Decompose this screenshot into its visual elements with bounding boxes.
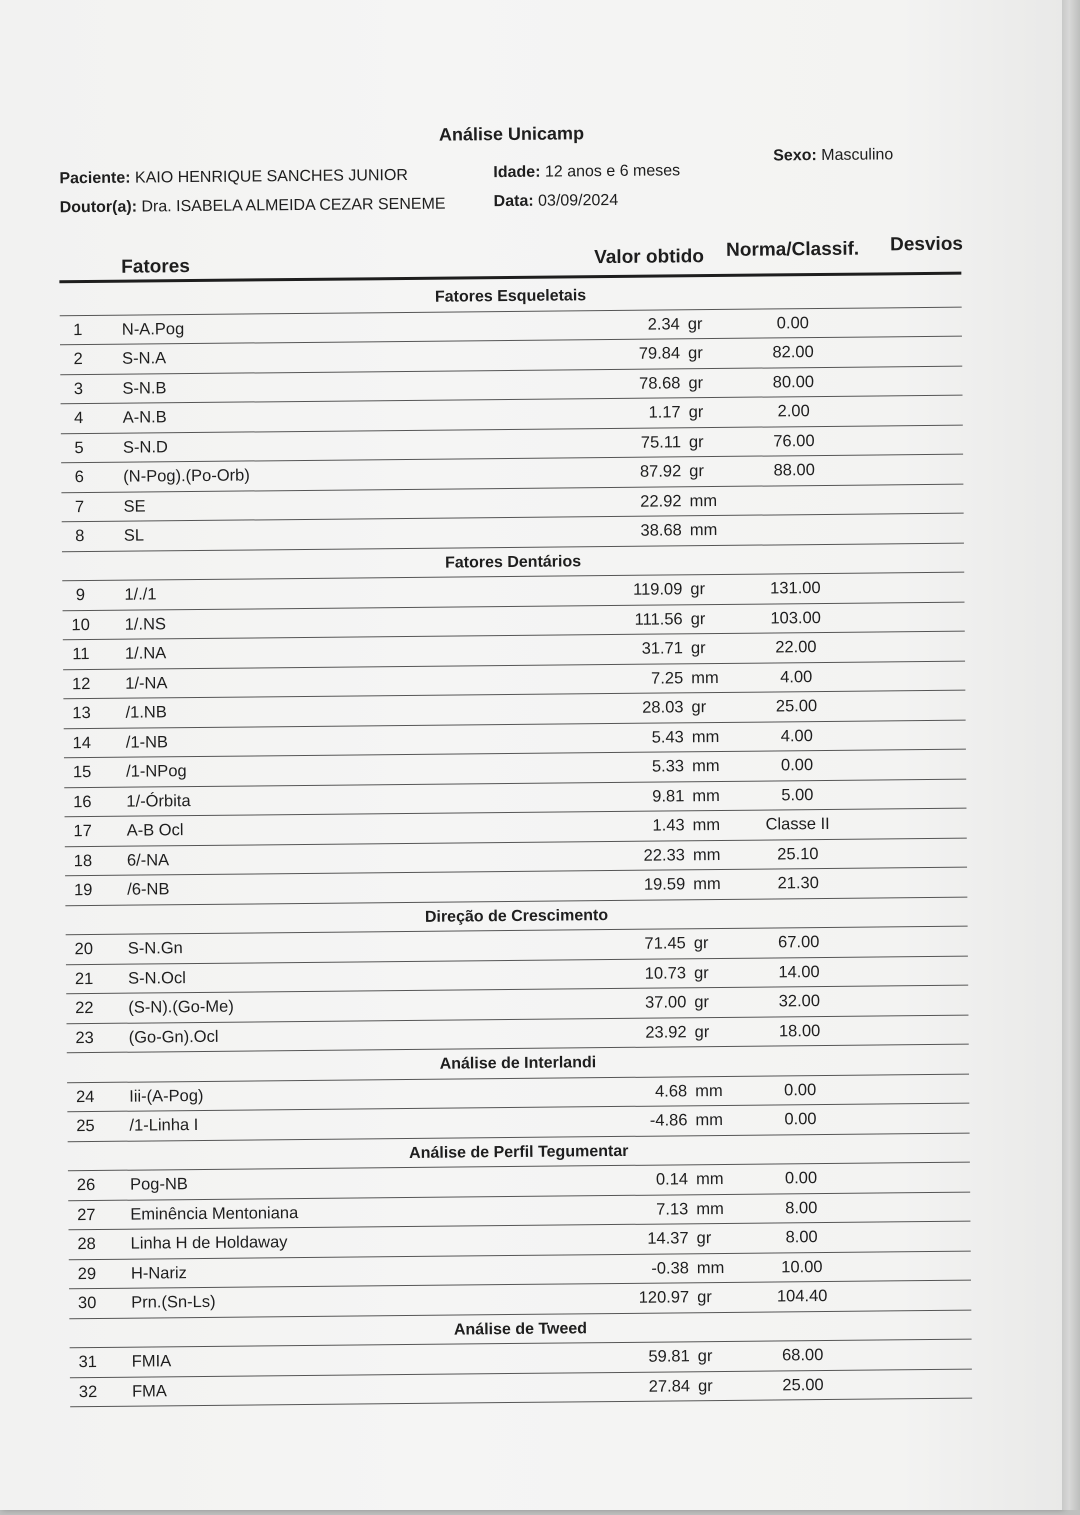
factor-name: S-N.D [122, 437, 168, 457]
obtained-value: 1.17 [648, 403, 681, 422]
row-number: 7 [74, 497, 85, 516]
factor-name: (Go-Gn).Ocl [128, 1027, 219, 1047]
value-unit: mm [693, 874, 721, 894]
norm-value: 104.40 [776, 1286, 828, 1306]
row-number: 20 [74, 940, 94, 959]
norm-value: 4.00 [780, 667, 813, 686]
row-number: 1 [73, 320, 83, 339]
section-header: Análise de Perfil Tegumentar [68, 1133, 970, 1171]
value-unit: gr [697, 1347, 713, 1366]
obtained-value: 120.97 [638, 1288, 690, 1307]
norm-value: 0.00 [780, 756, 814, 775]
factor-name: Eminência Mentoniana [130, 1203, 299, 1224]
date-line [494, 192, 619, 211]
value-unit: mm [691, 756, 720, 776]
patient-label: Paciente: [59, 169, 131, 188]
norm-value: 82.00 [772, 343, 814, 362]
obtained-value: 78.68 [639, 373, 681, 393]
value-unit: gr [688, 432, 704, 451]
norm-value: 5.00 [781, 785, 814, 804]
factor-name: /1.NB [125, 703, 167, 722]
section-header: Fatores Esqueletais [59, 278, 961, 316]
obtained-value: 5.33 [651, 757, 685, 776]
doctor-label: Doutor(a): [59, 198, 138, 217]
factor-name: S-N.A [122, 349, 167, 368]
obtained-value: 79.84 [638, 344, 681, 363]
date-value: 03/09/2024 [538, 191, 619, 210]
row-number: 5 [74, 438, 84, 457]
column-header-norma: Norma/Classif. [726, 238, 860, 261]
norm-value: 8.00 [785, 1198, 818, 1217]
row-number: 28 [77, 1234, 96, 1254]
norm-value: 67.00 [778, 933, 820, 952]
value-unit: gr [688, 373, 704, 392]
row-number: 6 [74, 468, 84, 487]
row-number: 19 [73, 881, 93, 900]
section-header: Análise de Interlandi [67, 1045, 969, 1083]
value-unit: gr [690, 580, 706, 599]
row-number: 25 [76, 1117, 95, 1136]
norm-value: 0.00 [784, 1110, 817, 1129]
norm-value: 0.00 [776, 313, 809, 332]
factor-name: Pog-NB [129, 1175, 188, 1194]
value-unit: gr [694, 993, 710, 1012]
obtained-value: 10.73 [644, 963, 687, 983]
value-unit: mm [691, 668, 719, 687]
factor-name: Linha H de Holdaway [130, 1233, 288, 1253]
section-header: Análise de Tweed [69, 1310, 971, 1348]
page-title: Análise Unicamp [438, 123, 585, 145]
obtained-value: 111.56 [634, 609, 683, 629]
factor-name: S-N.Ocl [127, 968, 186, 988]
column-header-fatores: Fatores [121, 256, 190, 278]
row-number: 18 [73, 851, 93, 870]
norm-value: 0.00 [784, 1080, 817, 1099]
age-label: Idade: [493, 163, 541, 182]
value-unit: gr [689, 462, 704, 481]
factor-name: /1-Linha I [129, 1116, 199, 1135]
value-unit: gr [693, 934, 709, 953]
obtained-value: 75.11 [640, 432, 682, 452]
value-unit: gr [688, 344, 703, 363]
norm-value: 25.10 [777, 844, 819, 863]
obtained-value: 7.25 [651, 668, 684, 688]
obtained-value: 4.68 [654, 1081, 688, 1101]
doctor-line [60, 196, 446, 218]
obtained-value: 14.37 [647, 1229, 689, 1248]
value-unit: mm [695, 1081, 723, 1100]
value-unit: gr [690, 639, 706, 658]
factor-name: /1-NPog [126, 762, 187, 781]
row-number: 31 [78, 1352, 98, 1372]
norm-value: 131.00 [770, 579, 821, 598]
obtained-value: 1.43 [652, 816, 685, 835]
norm-value: 25.00 [782, 1375, 824, 1394]
obtained-value: 27.84 [648, 1376, 691, 1396]
row-number: 27 [77, 1205, 96, 1224]
norm-value: 76.00 [773, 431, 815, 450]
row-number: 13 [72, 704, 91, 723]
factor-name: S-N.Gn [127, 939, 183, 958]
obtained-value: 87.92 [639, 462, 682, 481]
obtained-value: 37.00 [644, 993, 687, 1012]
obtained-value: 59.81 [648, 1347, 690, 1366]
factor-name: (S-N).(Go-Me) [128, 997, 234, 1017]
norm-value: 103.00 [770, 608, 821, 627]
value-unit: mm [691, 727, 720, 746]
value-unit: mm [695, 1110, 724, 1130]
norm-value: 18.00 [778, 1021, 821, 1040]
value-unit: gr [690, 609, 706, 628]
row-number: 12 [71, 674, 91, 693]
norm-value: 10.00 [781, 1257, 823, 1276]
factor-name: (N-Pog).(Po-Orb) [123, 466, 250, 486]
factor-name: 6/-NA [126, 850, 170, 870]
norm-value: 25.00 [775, 697, 818, 716]
obtained-value: 22.33 [643, 845, 686, 865]
value-unit: mm [696, 1258, 725, 1277]
section-header: Direção de Crescimento [65, 897, 967, 935]
value-unit: gr [693, 963, 709, 982]
norm-value: 80.00 [772, 372, 815, 391]
factor-name: 1/.NS [124, 614, 167, 634]
factor-name: Prn.(Sn-Ls) [131, 1292, 216, 1312]
row-number: 8 [75, 527, 85, 546]
age-line [493, 162, 680, 182]
obtained-value: 7.13 [656, 1199, 689, 1219]
row-number: 15 [72, 763, 92, 782]
column-header-desvios: Desvios [889, 233, 964, 256]
row-number: 30 [77, 1293, 97, 1313]
factor-name: /6-NB [127, 880, 170, 899]
row-number: 17 [73, 822, 92, 841]
column-header-valor: Valor obtido [594, 246, 705, 269]
norm-value: 4.00 [780, 726, 813, 745]
sex-value: Masculino [821, 146, 894, 164]
patient-line [59, 167, 408, 188]
value-unit: gr [694, 1022, 710, 1041]
value-unit: mm [692, 786, 720, 805]
norm-value: 88.00 [773, 461, 815, 480]
row-number: 23 [75, 1028, 94, 1047]
norm-value: Classe II [765, 814, 830, 834]
value-unit: gr [697, 1376, 713, 1395]
value-unit: mm [696, 1199, 724, 1218]
sex-line [773, 146, 893, 165]
obtained-value: 9.81 [652, 786, 685, 806]
factor-name: 1/.NA [124, 644, 167, 663]
obtained-value: 19.59 [643, 875, 686, 894]
obtained-value: 0.14 [655, 1170, 689, 1189]
value-unit: mm [692, 815, 721, 835]
row-number: 29 [77, 1264, 97, 1283]
row-number: 22 [75, 999, 94, 1018]
obtained-value: 2.34 [647, 314, 680, 334]
row-number: 10 [71, 615, 90, 634]
factor-name: /1-NB [125, 732, 169, 752]
row-number: 9 [75, 586, 86, 605]
factor-name: 1/-NA [125, 673, 168, 693]
value-unit: gr [696, 1229, 712, 1248]
norm-value: 2.00 [777, 402, 810, 421]
factor-name: S-N.B [122, 378, 167, 398]
section-header: Fatores Dentários [62, 543, 964, 581]
results-table [59, 278, 972, 1408]
norm-value: 21.30 [777, 874, 819, 893]
factor-name: 1/./1 [124, 585, 157, 604]
factor-name: FMA [131, 1381, 167, 1401]
factor-name: A-B Ocl [126, 821, 184, 840]
factor-name: N-A.Pog [121, 319, 185, 339]
row-number: 26 [76, 1176, 96, 1195]
obtained-value: 71.45 [644, 934, 686, 953]
row-number: 24 [75, 1087, 95, 1106]
row-number: 2 [73, 350, 83, 369]
age-value: 12 anos e 6 meses [544, 162, 681, 181]
row-number: 11 [72, 645, 90, 664]
obtained-value: 5.43 [651, 727, 684, 747]
factor-name: 1/-Órbita [126, 791, 191, 811]
factor-name: SE [123, 496, 146, 516]
doctor-name: Dra. ISABELA ALMEIDA CEZAR SENEME [141, 195, 446, 216]
norm-value: 8.00 [785, 1228, 818, 1247]
obtained-value: 38.68 [640, 521, 682, 540]
row-number: 32 [78, 1382, 98, 1401]
factor-name: Iii-(A-Pog) [129, 1086, 204, 1106]
obtained-value: 22.92 [640, 491, 682, 511]
norm-value: 22.00 [775, 638, 817, 657]
obtained-value: -0.38 [651, 1258, 689, 1278]
obtained-value: 31.71 [641, 639, 684, 658]
value-unit: mm [689, 520, 718, 540]
norm-value: 14.00 [778, 962, 820, 981]
value-unit: gr [697, 1288, 712, 1307]
value-unit: gr [687, 314, 703, 333]
row-number: 16 [73, 792, 92, 811]
value-unit: gr [691, 698, 707, 717]
norm-value: 32.00 [778, 992, 821, 1011]
factor-name: FMIA [131, 1352, 172, 1371]
norm-value: 0.00 [784, 1169, 818, 1188]
value-unit: mm [695, 1169, 724, 1189]
row-number: 3 [73, 379, 84, 398]
obtained-value: 28.03 [642, 698, 684, 717]
sex-label: Sexo: [773, 147, 817, 165]
value-unit: gr [688, 403, 704, 422]
obtained-value: 23.92 [645, 1022, 687, 1042]
row-number: 21 [74, 969, 94, 988]
norm-value: 68.00 [781, 1346, 824, 1365]
value-unit: mm [689, 491, 718, 510]
factor-name: H-Nariz [130, 1263, 187, 1283]
patient-name: KAIO HENRIQUE SANCHES JUNIOR [134, 166, 408, 187]
row-number: 4 [74, 409, 84, 428]
obtained-value: 119.09 [633, 580, 683, 599]
factor-name: SL [123, 526, 145, 545]
obtained-value: -4.86 [649, 1111, 688, 1130]
factor-name: A-N.B [122, 408, 167, 427]
value-unit: mm [692, 845, 721, 864]
date-label: Data: [493, 192, 534, 211]
row-number: 14 [72, 733, 92, 752]
